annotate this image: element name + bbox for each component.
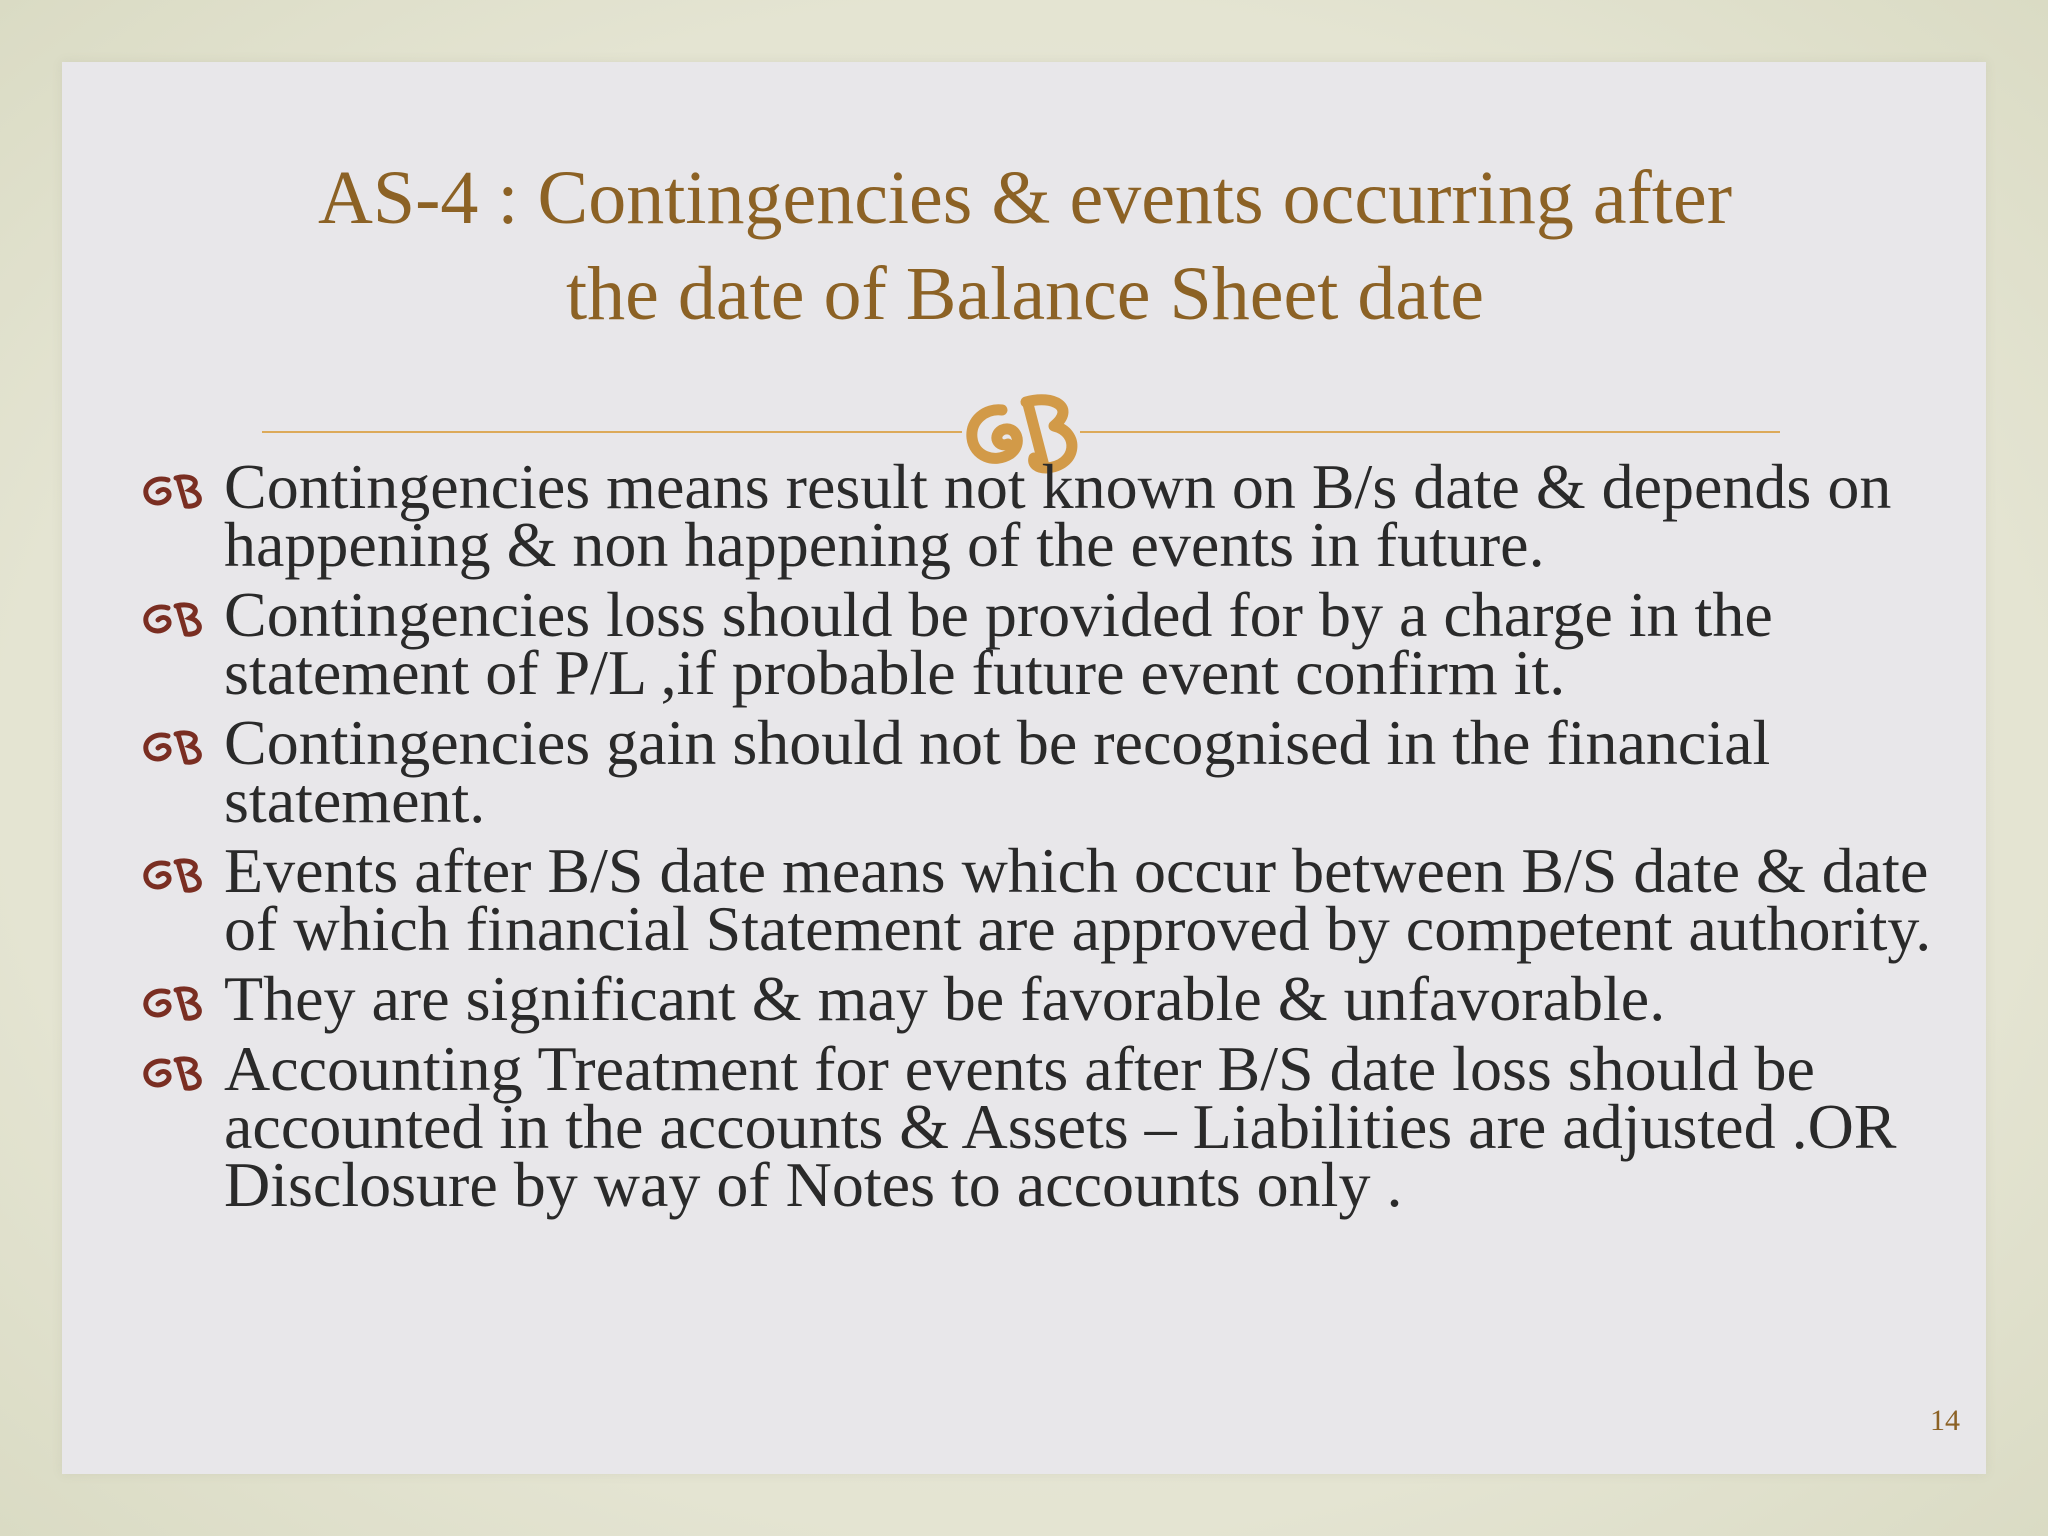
bullet-text: Events after B/S date means which occur between B/S date & date of which financial Statement are approved by competent authority. [224,835,1932,964]
scroll-bullet-icon [140,1052,208,1092]
scroll-bullet-icon [140,598,208,638]
slide-title-line-2: the date of Balance Sheet date [566,252,1484,336]
scroll-bullet-icon [140,854,208,894]
bullet-text: Contingencies loss should be provided for by a charge in the statement of P/L ,if probable future event confirm it. [224,579,1773,708]
bullet-text: Contingencies gain should not be recognised in the financial statement. [224,707,1771,836]
bullet-text: They are significant & may be favorable & unfavorable. [224,963,1666,1034]
bullet-text: Contingencies means result not known on B/s date & depends on happening & non happening of the events in future. [224,451,1892,580]
bullet-list [140,451,1970,1226]
bullet-item [140,835,1970,964]
slide-title-line-1: AS-4 : Contingencies & events occurring after [317,156,1733,240]
bullet-item [140,707,1970,836]
scroll-bullet-icon [140,982,208,1022]
scroll-bullet-icon [140,470,208,510]
page-number: 14 [1930,1404,1960,1437]
slide-title [150,150,1900,342]
bullet-item [140,1033,1970,1220]
bullet-item [140,579,1970,708]
bullet-item [140,451,1970,580]
title-divider-left [262,431,962,433]
bullet-text: Accounting Treatment for events after B/S date loss should be accounted in the accounts & Assets – Liabilities are adjusted .OR Disclosure by way of Notes to accounts only . [224,1033,1897,1220]
bullet-item [140,963,1970,1034]
scroll-bullet-icon [140,726,208,766]
title-divider-right [1080,431,1780,433]
